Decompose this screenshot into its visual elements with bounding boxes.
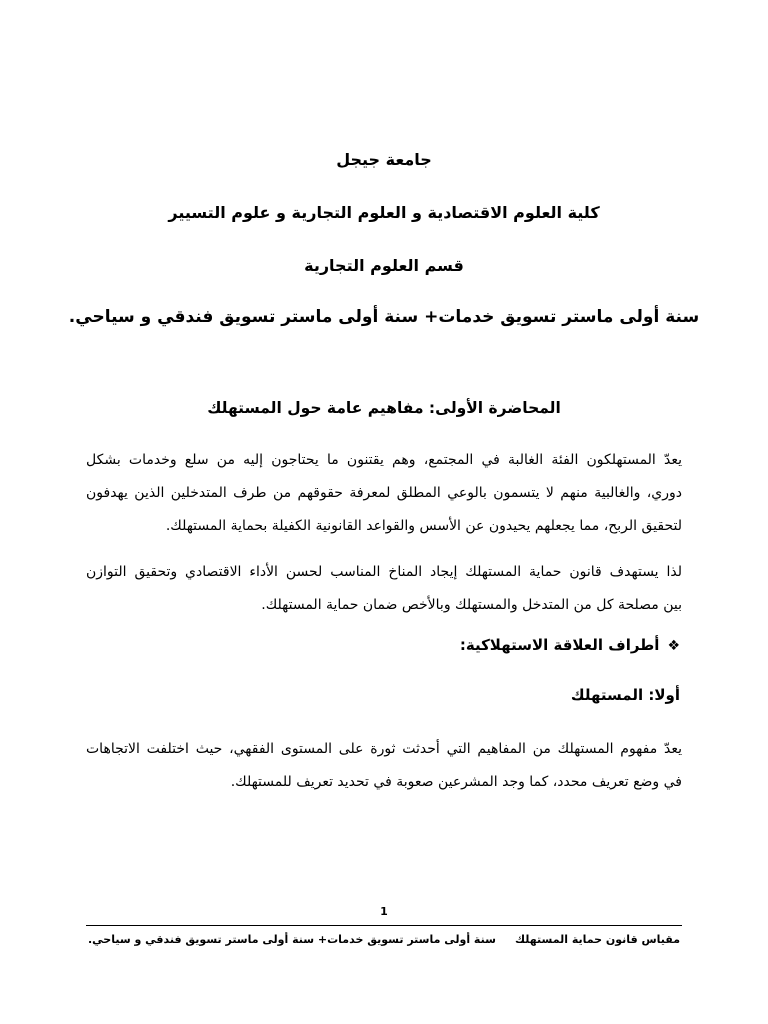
paragraph-law-goal [86,556,682,622]
paragraph-line: بين مصلحة كل من المتدخل والمستهلك وبالأخص ضمان حماية المستهلك. [261,597,682,613]
paragraph-line: لذا يستهدف قانون حماية المستهلك إيجاد المناخ المناسب لحسن الأداء الاقتصادي وتحقيق التوازن [86,564,682,580]
study-level: سنة أولى ماستر تسويق خدمات+ سنة أولى ماستر تسويق فندقي و سياحي. [68,307,700,327]
paragraph-consumer-concept [86,733,682,799]
diamond-bullet-icon: ❖ [667,638,680,654]
section-heading-parties [460,636,680,654]
footer-study-level: سنة أولى ماستر تسويق خدمات+ سنة أولى ماستر تسويق فندقي و سياحي. [88,933,496,946]
paragraph-line: في وضع تعريف محدد، كما وجد المشرعين صعوبة في تحديد تعريف للمستهلك. [230,774,682,790]
lecture-title: المحاضرة الأولى: مفاهيم عامة حول المستهلك [207,399,561,417]
section-heading-consumer: أولا: المستهلك [570,686,680,704]
page-number: 1 [380,905,388,918]
footer-course-name: مقياس قانون حماية المستهلك [515,933,680,946]
paragraph-line: لتحقيق الربح، مما يجعلهم يحيدون عن الأسس والقواعد القانونية الكفيلة بحماية المستهلك. [165,518,682,534]
university-name: جامعة جيجل [336,150,432,169]
paragraph-line: يعدّ مفهوم المستهلك من المفاهيم التي أحدثت ثورة على المستوى الفقهي، حيث اختلفت الاتجاهات [86,741,682,757]
department-name: قسم العلوم التجارية [304,256,464,275]
faculty-name: كلية العلوم الاقتصادية و العلوم التجارية و علوم التسيير [168,203,600,222]
footer-divider [86,925,682,926]
paragraph-line: دوري، والغالبية منهم لا يتسمون بالوعي المطلق لمعرفة حقوقهم من طرف المتدخلين الذين يهدفون [86,485,682,501]
section-heading-text: أطراف العلاقة الاستهلاكية: [459,636,660,654]
paragraph-line: يعدّ المستهلكون الفئة الغالبة في المجتمع، وهم يقتنون ما يحتاجون إليه من سلع وخدمات بشكل [86,452,682,468]
paragraph-intro [86,444,682,543]
